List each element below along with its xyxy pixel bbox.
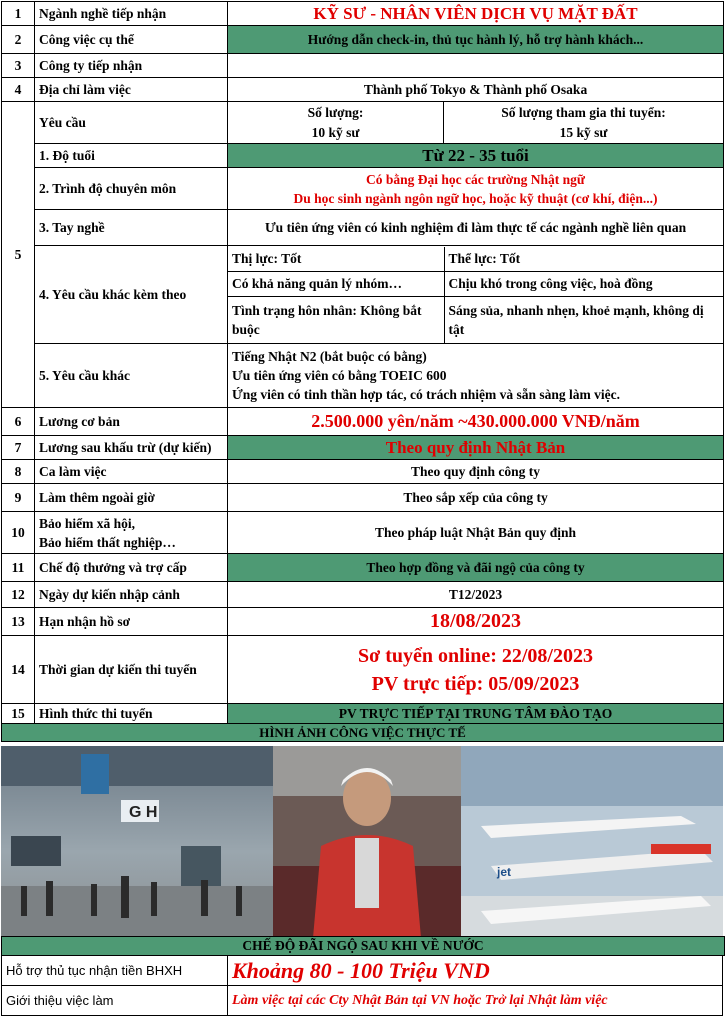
row-label: 2. Trình độ chuyên môn — [35, 168, 228, 210]
row-label: Ngày dự kiến nhập cảnh — [35, 582, 228, 608]
row-2 — [2, 26, 724, 54]
job-referral: Làm việc tại các Cty Nhật Bản tại VN hoặc Trở lại Nhật làm việc — [228, 986, 723, 1016]
insurance-label-line: Bảo hiểm thất nghiệp… — [39, 534, 176, 550]
row-num: 14 — [2, 636, 35, 704]
exam-format: PV TRỰC TIẾP TẠI TRUNG TÂM ĐÀO TẠO — [228, 704, 724, 724]
candidates-label: Số lượng tham gia thi tuyển: — [501, 104, 666, 120]
row-label: 1. Độ tuổi — [35, 144, 228, 168]
age-value: Từ 22 - 35 tuổi — [228, 144, 724, 168]
row-label: Chế độ thưởng và trợ cấp — [35, 554, 228, 582]
row-12 — [2, 582, 724, 608]
aircraft-photo — [461, 746, 723, 938]
exam-schedule — [228, 636, 724, 704]
row-num: 6 — [2, 408, 35, 436]
photo-strip — [1, 746, 723, 938]
row-15 — [2, 704, 724, 724]
airport-terminal-photo — [1, 746, 273, 938]
insurance-value: Theo pháp luật Nhật Bản quy định — [228, 512, 724, 554]
insurance-label-line: Bảo hiểm xã hội, — [39, 515, 136, 531]
education-value — [228, 168, 724, 210]
row-10 — [2, 512, 724, 554]
management-value: Có khả năng quản lý nhóm… — [228, 272, 444, 297]
job-table — [1, 1, 724, 742]
row-4 — [2, 78, 724, 102]
entry-date: T12/2023 — [228, 582, 724, 608]
overtime-value: Theo sắp xếp của công ty — [228, 484, 724, 512]
more-line: Ưu tiên ứng viên có bằng TOEIC 600 — [232, 368, 447, 383]
job-sheet — [1, 1, 723, 742]
fitness-value: Thể lực: Tốt — [444, 247, 723, 272]
photos-title-row — [2, 724, 724, 742]
more-requirements — [228, 344, 724, 408]
row-5-requirements — [2, 102, 724, 144]
svg-text:G H: G H — [129, 804, 158, 821]
other-requirements-grid — [228, 246, 724, 344]
education-line: Có bằng Đại học các trường Nhật ngữ — [365, 171, 586, 187]
row-5-more — [2, 344, 724, 408]
row-label: Địa chỉ làm việc — [35, 78, 228, 102]
row-label: Hạn nhận hồ sơ — [35, 608, 228, 636]
company-value — [228, 54, 724, 78]
row-num: 2 — [2, 26, 35, 54]
bonus-value: Theo hợp đồng và đãi ngộ của công ty — [228, 554, 724, 582]
exam-interview: PV trực tiếp: 05/09/2023 — [371, 672, 580, 695]
staff-photo — [273, 746, 461, 938]
row-num: 9 — [2, 484, 35, 512]
candidates-cell — [444, 102, 724, 144]
row-8 — [2, 460, 724, 484]
row-label: 4. Yêu cầu khác kèm theo — [35, 246, 228, 344]
quantity-label: Số lượng: — [307, 104, 364, 120]
work-address: Thành phố Tokyo & Thành phố Osaka — [228, 78, 724, 102]
row-num: 15 — [2, 704, 35, 724]
row-label: Yêu cầu — [35, 102, 228, 144]
more-line: Tiếng Nhật N2 (bắt buộc có bằng) — [232, 349, 427, 364]
attitude-value: Chịu khó trong công việc, hoà đồng — [444, 272, 723, 297]
row-num: 11 — [2, 554, 35, 582]
row-label: Thời gian dự kiến thi tuyển — [35, 636, 228, 704]
net-salary: Theo quy định Nhật Bản — [228, 436, 724, 460]
job-description: Hướng dẫn check-in, thủ tục hành lý, hỗ trợ hành khách... — [228, 26, 724, 54]
quantity-cell — [228, 102, 444, 144]
row-num: 5 — [2, 102, 35, 408]
row-label — [35, 512, 228, 554]
job-title: KỸ SƯ - NHÂN VIÊN DỊCH VỤ MẶT ĐẤT — [228, 2, 724, 26]
row-num: 13 — [2, 608, 35, 636]
row-label: 3. Tay nghề — [35, 210, 228, 246]
after-row — [2, 956, 723, 986]
row-label: Ngành nghề tiếp nhận — [35, 2, 228, 26]
row-6 — [2, 408, 724, 436]
row-1 — [2, 2, 724, 26]
row-num: 1 — [2, 2, 35, 26]
row-num: 10 — [2, 512, 35, 554]
exam-online: Sơ tuyển online: 22/08/2023 — [358, 644, 593, 667]
row-num: 12 — [2, 582, 35, 608]
row-label: 5. Yêu cầu khác — [35, 344, 228, 408]
quantity-value: 10 kỹ sư — [311, 124, 360, 140]
row-label: Công ty tiếp nhận — [35, 54, 228, 78]
photos-title: HÌNH ẢNH CÔNG VIỆC THỰC TẾ — [2, 724, 724, 742]
after-label: Hỗ trợ thủ tục nhận tiền BHXH — [2, 956, 228, 986]
after-return-table — [1, 955, 723, 1016]
row-num: 7 — [2, 436, 35, 460]
row-num: 4 — [2, 78, 35, 102]
base-salary: 2.500.000 yên/năm ~430.000.000 VNĐ/năm — [228, 408, 724, 436]
after-return-title: CHẾ ĐỘ ĐÃI NGỘ SAU KHI VỀ NƯỚC — [1, 936, 725, 956]
bhxh-amount: Khoảng 80 - 100 Triệu VND — [228, 956, 723, 986]
more-line: Ứng viên có tinh thần hợp tác, có trách nhiệm và sẵn sàng làm việc. — [232, 387, 620, 402]
after-row — [2, 986, 723, 1016]
row-label: Ca làm việc — [35, 460, 228, 484]
vision-value: Thị lực: Tốt — [228, 247, 444, 272]
row-5-education — [2, 168, 724, 210]
row-label: Làm thêm ngoài giờ — [35, 484, 228, 512]
row-num: 8 — [2, 460, 35, 484]
row-label: Hình thức thi tuyển — [35, 704, 228, 724]
row-9 — [2, 484, 724, 512]
deadline-value: 18/08/2023 — [228, 608, 724, 636]
row-5-age — [2, 144, 724, 168]
row-3 — [2, 54, 724, 78]
after-label: Giới thiệu việc làm — [2, 986, 228, 1016]
row-label: Công việc cụ thể — [35, 26, 228, 54]
row-13 — [2, 608, 724, 636]
appearance-value: Sáng sủa, nhanh nhẹn, khoẻ mạnh, không dị tật — [448, 302, 704, 337]
row-num: 3 — [2, 54, 35, 78]
row-11 — [2, 554, 724, 582]
svg-text:jet: jet — [497, 865, 512, 879]
row-5-skill — [2, 210, 724, 246]
education-line: Du học sinh ngành ngôn ngữ học, hoặc kỹ thuật (cơ khí, điện...) — [293, 190, 658, 206]
row-7 — [2, 436, 724, 460]
row-5-other — [2, 246, 724, 344]
row-label: Lương cơ bản — [35, 408, 228, 436]
row-14 — [2, 636, 724, 704]
skill-value: Ưu tiên ứng viên có kinh nghiệm đi làm thực tế các ngành nghề liên quan — [228, 210, 724, 246]
shift-value: Theo quy định công ty — [228, 460, 724, 484]
candidates-value: 15 kỹ sư — [559, 124, 608, 140]
marital-value: Tình trạng hôn nhân: Không bắt buộc — [228, 297, 444, 343]
row-label: Lương sau khấu trừ (dự kiến) — [35, 436, 228, 460]
